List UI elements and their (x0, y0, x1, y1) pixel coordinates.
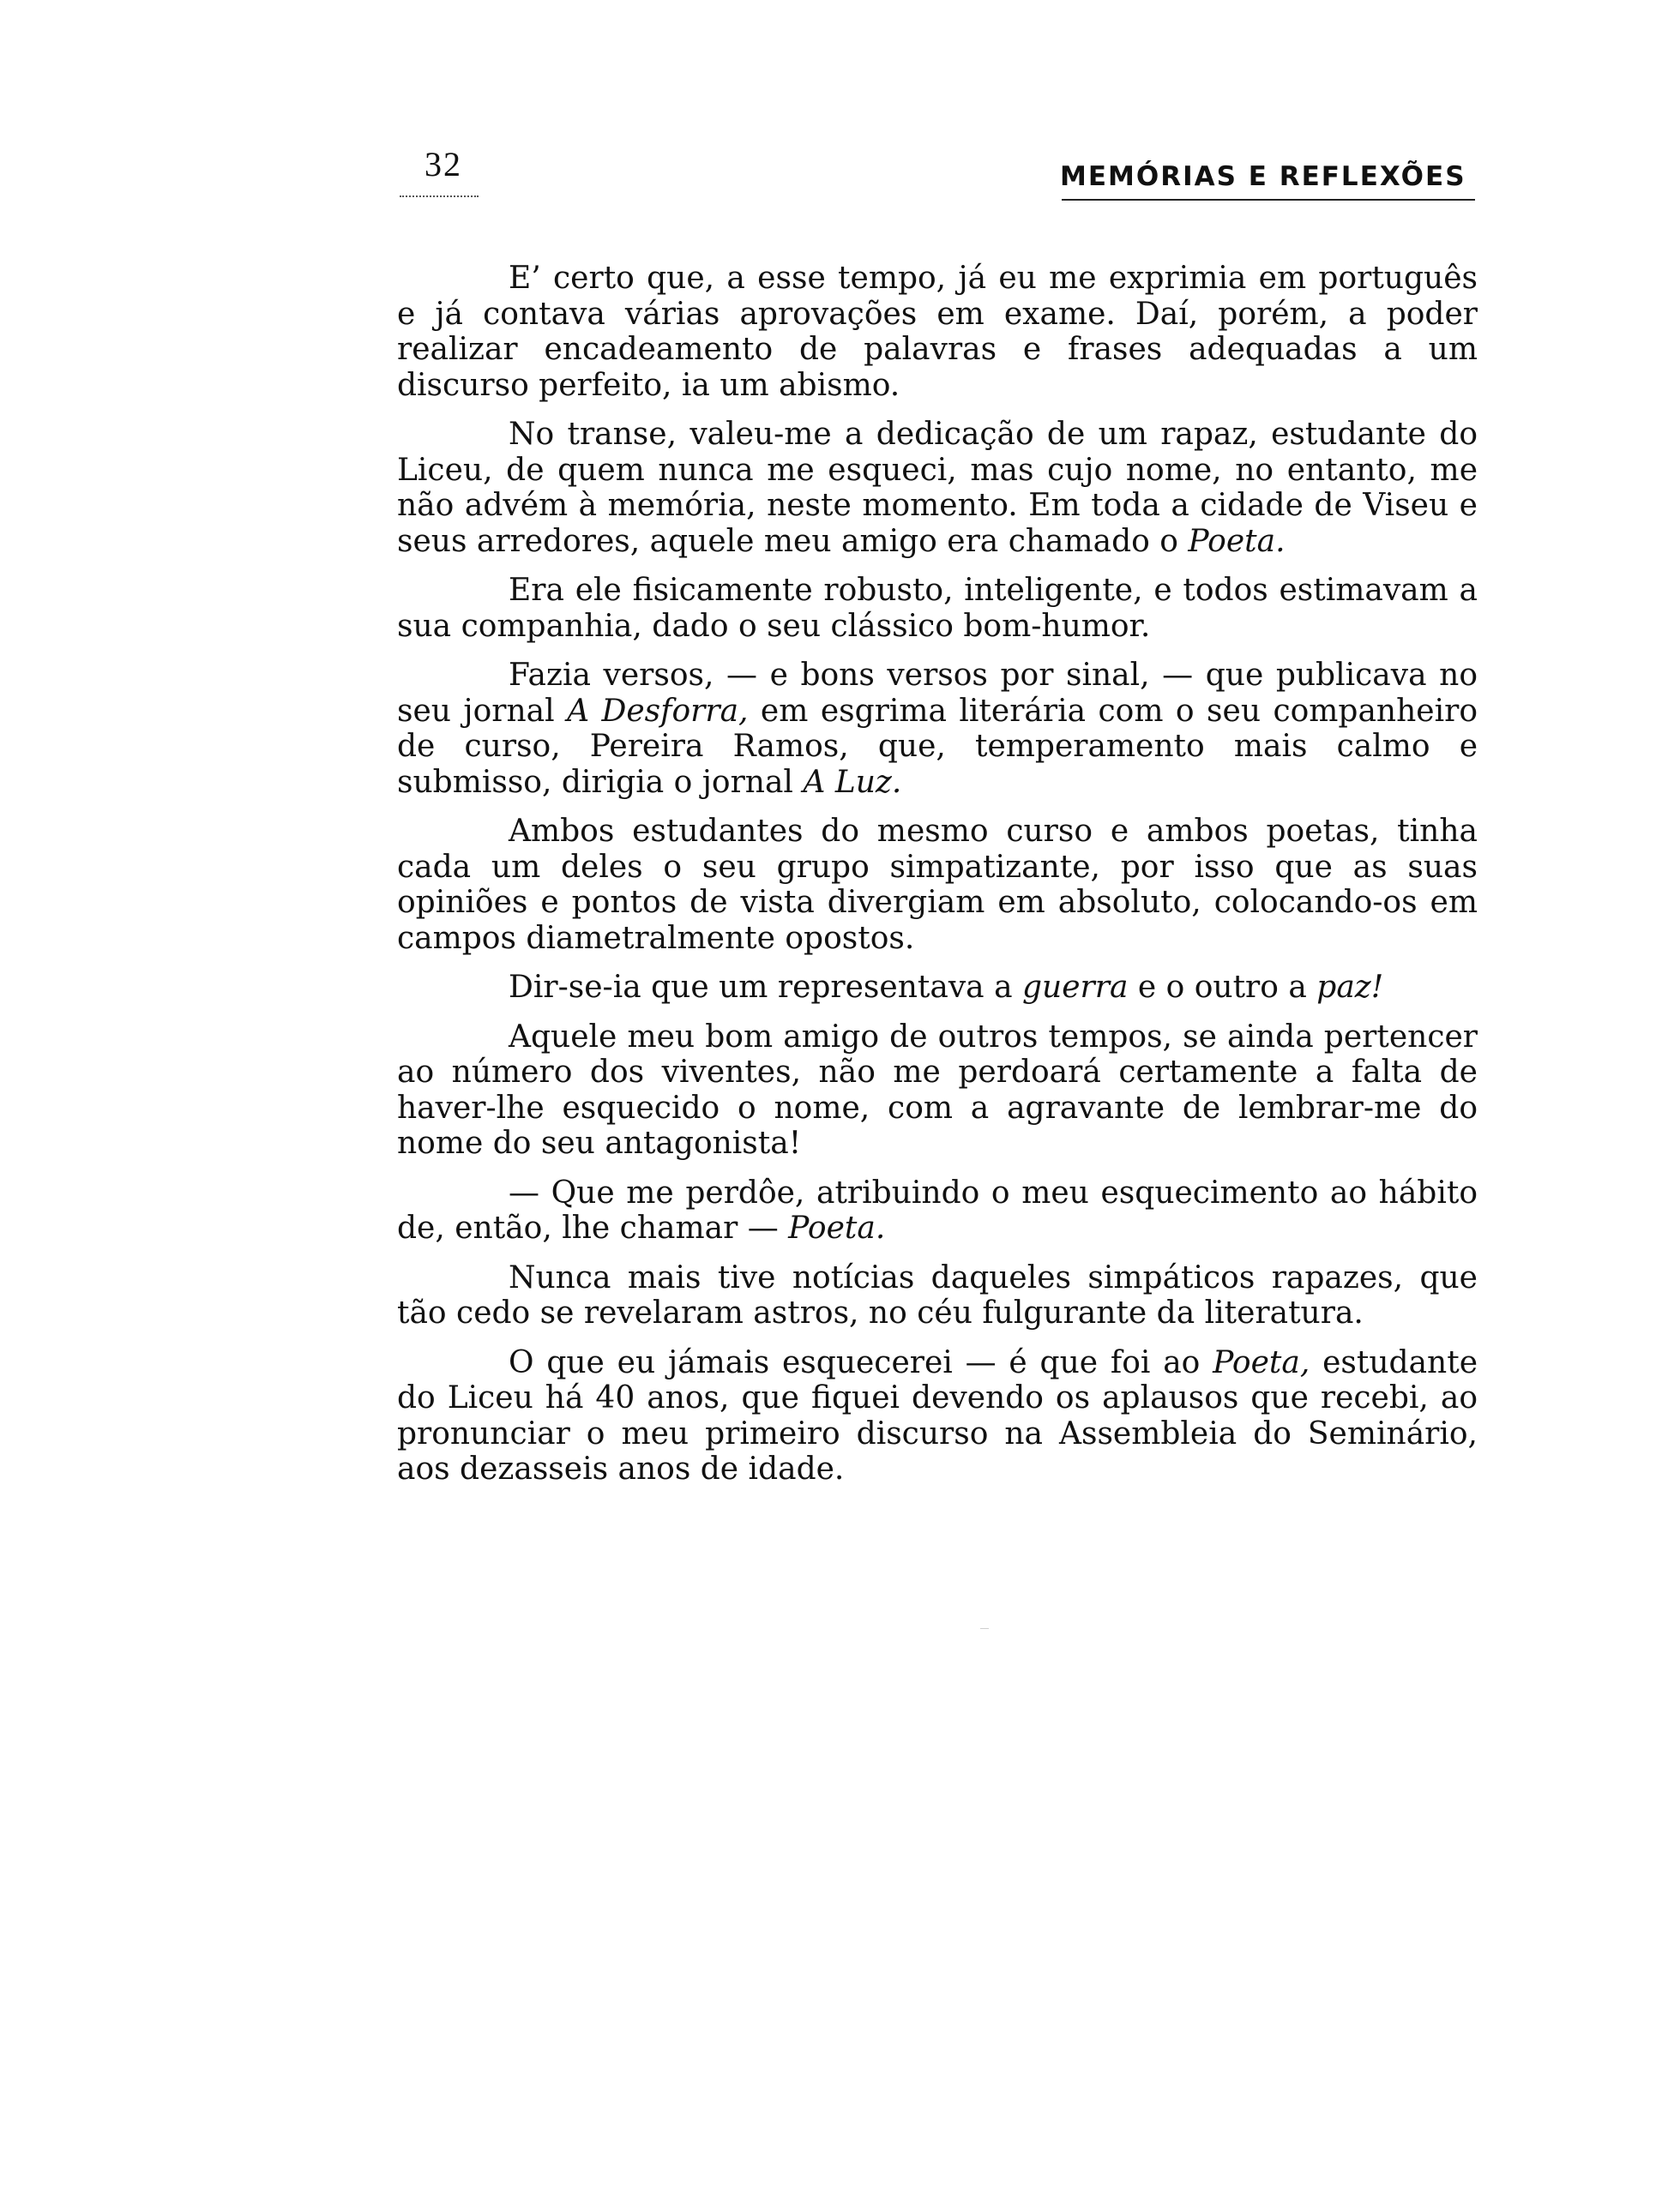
paragraph (397, 1175, 1478, 1247)
paragraph-text: E’ certo que, a esse tempo, já eu me exprimia em português e já contava várias aprovações em exame. Daí, porém, a poder realizar encadeamento de palavras e frases adequadas a um discurso perfeito, ia um abismo. (397, 261, 1478, 403)
paragraph-text: No transe, valeu-me a dedicação de um rapaz, estudante do Liceu, de quem nunca me esqueci, mas cujo nome, no entanto, me não advém à memória, neste momento. Em toda a cidade de Viseu e seus arredores, aquele meu amigo era chamado o (397, 417, 1478, 559)
paragraph-text: e o outro a (1128, 970, 1317, 1005)
paragraph (397, 573, 1478, 644)
paragraph (397, 1019, 1478, 1162)
paragraph (397, 1345, 1478, 1488)
page-number-underline (400, 195, 479, 197)
page-number: 32 (425, 145, 462, 183)
paragraph (397, 658, 1478, 800)
paragraph-text: — Que me perdôe, atribuindo o meu esquecimento ao hábito de, então, lhe chamar — (397, 1175, 1478, 1246)
paragraph-text: Aquele meu bom amigo de outros tempos, se ainda pertencer ao número dos viventes, não me perdoará certamente a falta de haver-lhe esquecido o nome, com a agravante de lembrar-me do nome do seu antagonista! (397, 1019, 1478, 1161)
italic-term: Poeta. (1188, 523, 1286, 559)
italic-term: Poeta, (1213, 1344, 1310, 1380)
running-header-title: MEMÓRIAS E REFLEXÕES (1060, 161, 1466, 192)
paragraph (397, 970, 1478, 1006)
italic-term: A Desforra, (567, 693, 749, 729)
italic-term: Poeta. (788, 1211, 886, 1246)
paragraph (397, 261, 1478, 403)
paragraph-text: Fazia versos, — e bons versos por sinal, — que publicava no seu jornal (397, 658, 1478, 729)
paragraph-text: Nunca mais tive notícias daqueles simpáticos rapazes, que tão cedo se revelaram astros, no céu fulgurante da literatura. (397, 1259, 1478, 1331)
paragraph (397, 417, 1478, 559)
paragraph-text: Dir-se-ia que um representava a (509, 970, 1022, 1005)
scan-speck (980, 1628, 989, 1629)
paragraph-text: O que eu jámais esquecerei — é que foi ao (509, 1344, 1213, 1380)
paragraph (397, 814, 1478, 956)
running-header-underline (1062, 199, 1475, 201)
italic-term: A Luz. (803, 764, 902, 800)
paragraph (397, 1260, 1478, 1331)
paragraph-text: em esgrima literária com o seu companheiro de curso, Pereira Ramos, que, temperamento mais calmo e submisso, dirigia o jornal (397, 693, 1478, 800)
paragraph-text: Ambos estudantes do mesmo curso e ambos poetas, tinha cada um deles o seu grupo simpatizante, por isso que as suas opiniões e pontos de vista divergiam em absoluto, colocando-os em campos diametralmente opostos. (397, 814, 1478, 956)
italic-term: guerra (1021, 970, 1129, 1005)
italic-term: paz! (1316, 970, 1384, 1005)
body-text (397, 261, 1478, 1501)
paragraph-text: estudante do Liceu há 40 anos, que fiquei devendo os aplausos que recebi, ao pronunciar o meu primeiro discurso na Assembleia do Seminário, aos dezasseis anos de idade. (397, 1344, 1478, 1487)
paragraph-text: Era ele fisicamente robusto, inteligente, e todos estimavam a sua companhia, dado o seu clássico bom-humor. (397, 573, 1478, 644)
